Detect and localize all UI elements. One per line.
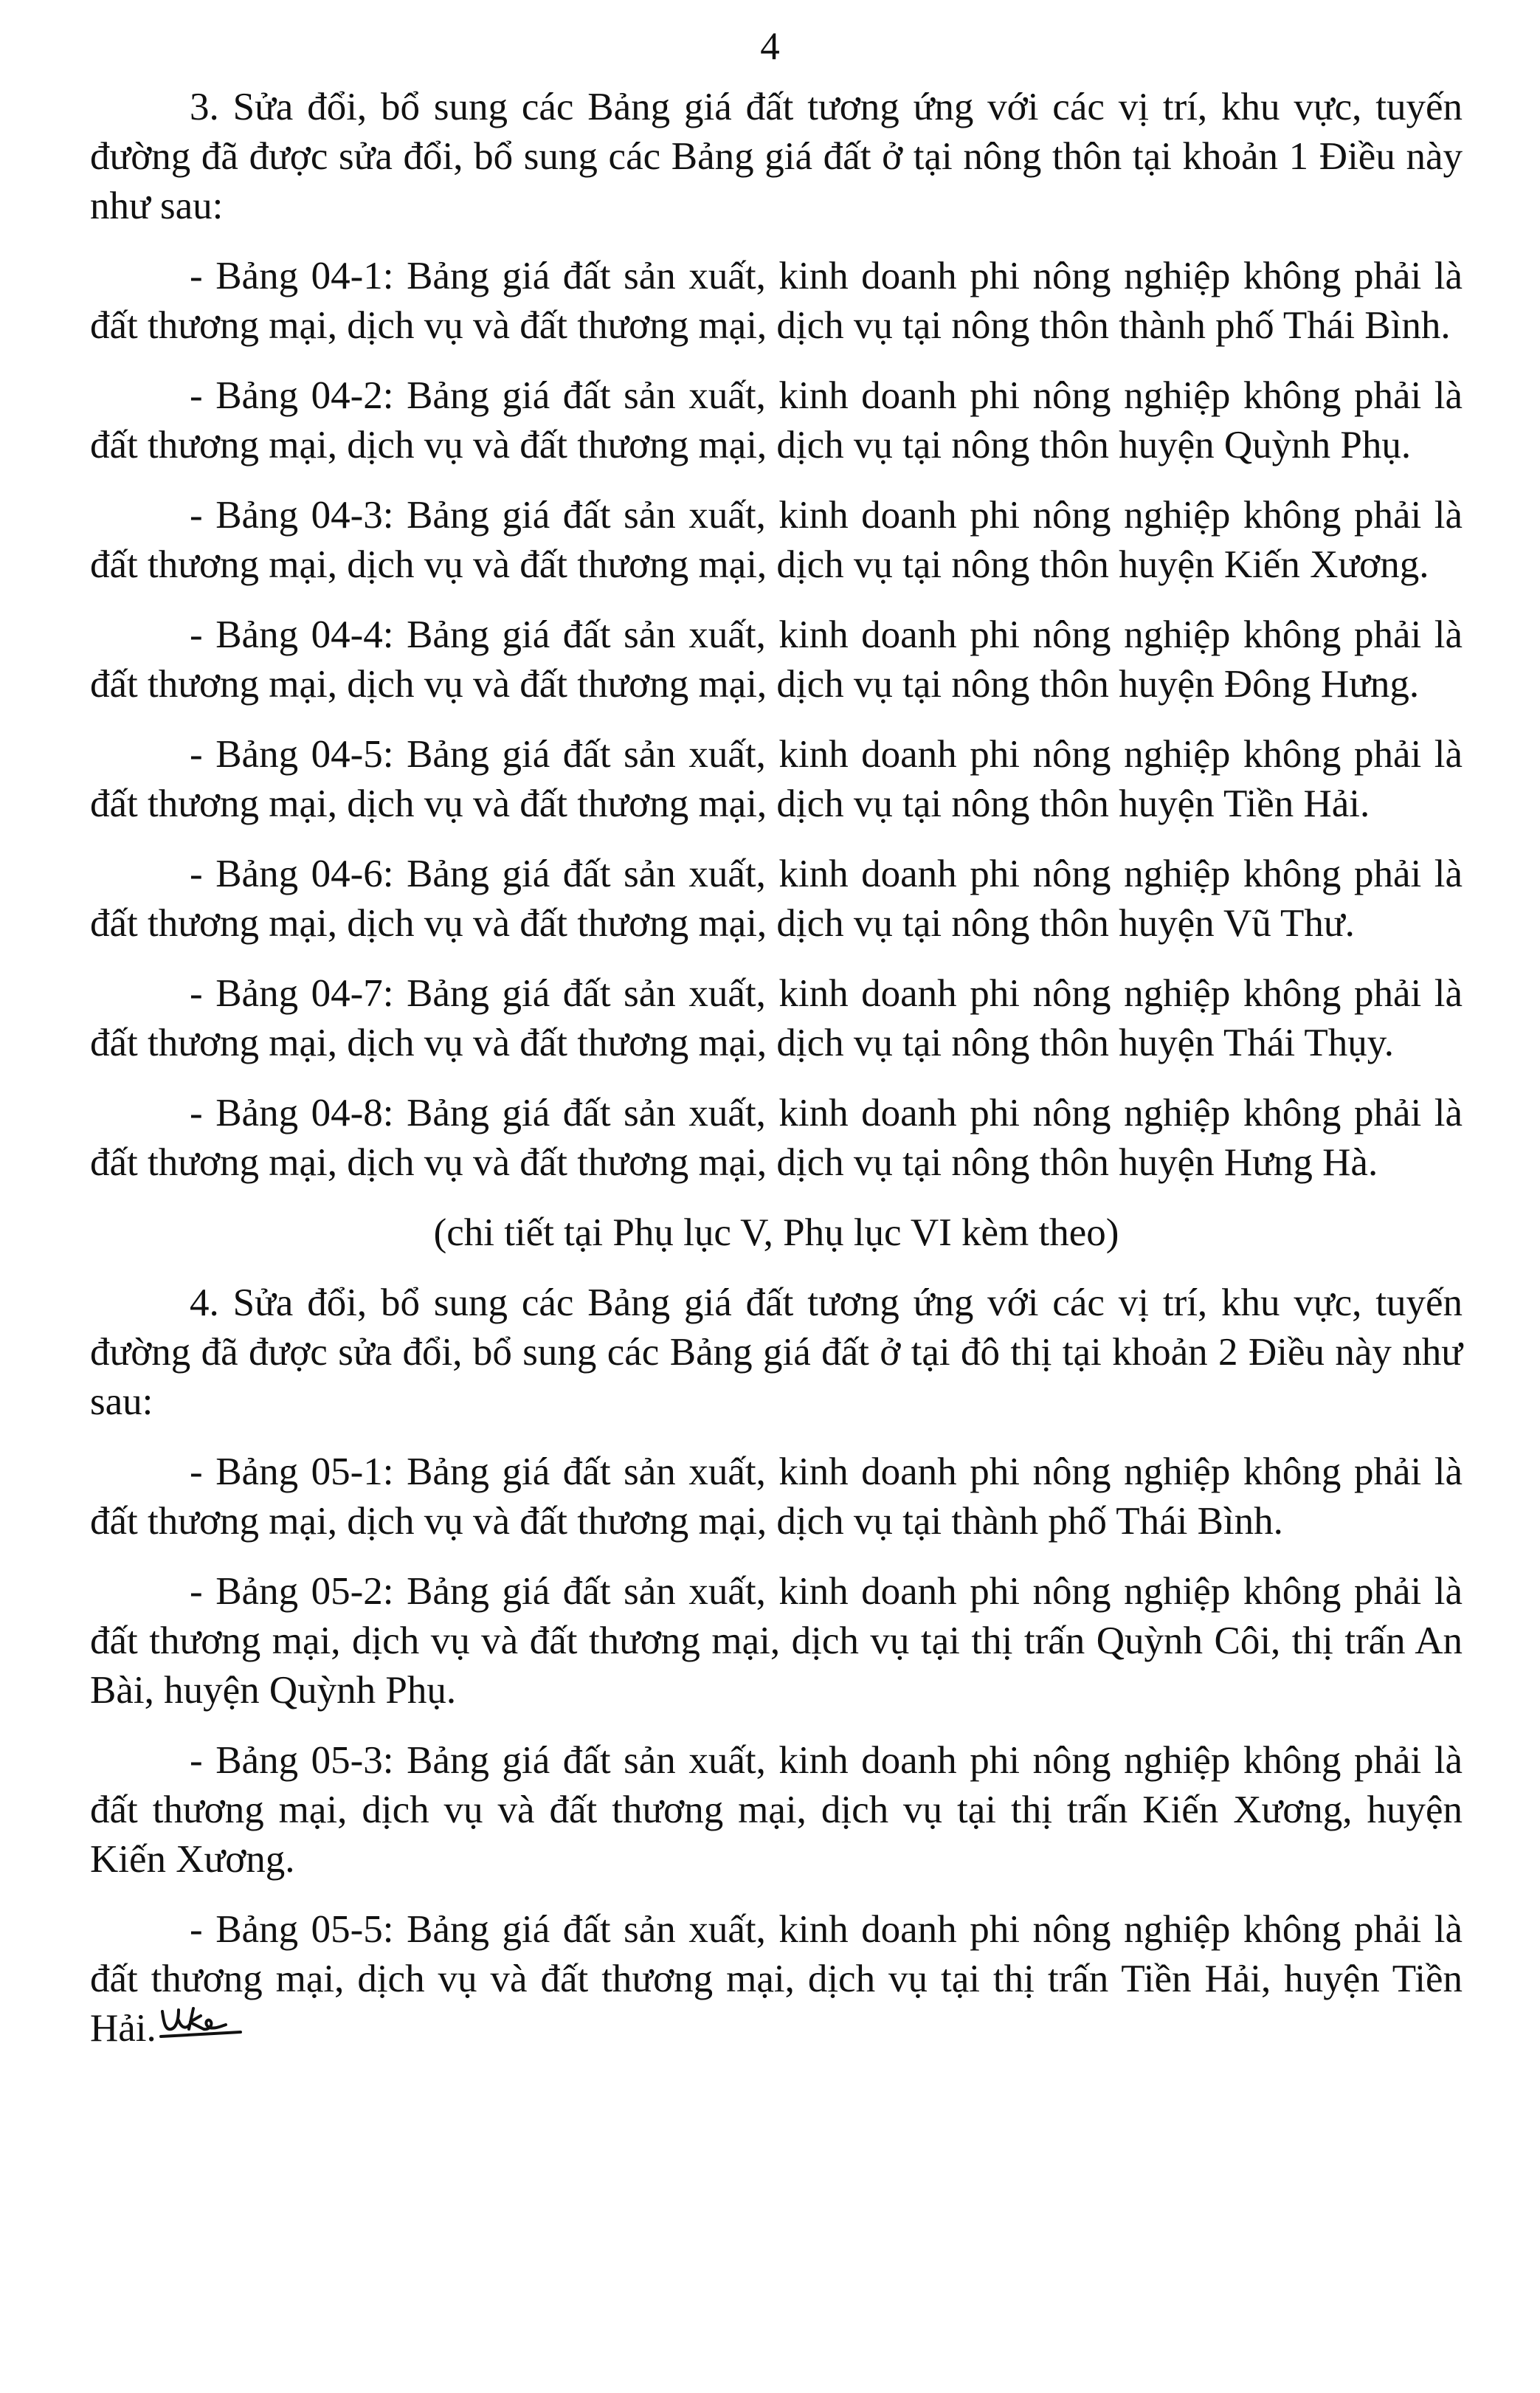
- appendix-note: (chi tiết tại Phụ lục V, Phụ lục VI kèm theo): [433, 1211, 1119, 1254]
- table-04-7-item: - Bảng 04-7: Bảng giá đất sản xuất, kinh doanh phi nông nghiệp không phải là đất thương mại, dịch vụ và đất thương mại, dịch vụ tại nông thôn huyện Thái Thụy.: [90, 972, 1463, 1064]
- table-05-3-item: - Bảng 05-3: Bảng giá đất sản xuất, kinh doanh phi nông nghiệp không phải là đất thương mại, dịch vụ và đất thương mại, dịch vụ tại thị trấn Kiến Xương, huyện Kiến Xương.: [90, 1739, 1463, 1881]
- clause-3-intro: 3. Sửa đổi, bổ sung các Bảng giá đất tương ứng với các vị trí, khu vực, tuyến đường đã được sửa đổi, bổ sung các Bảng giá đất ở tại nông thôn tại khoản 1 Điều này như sau:: [90, 86, 1463, 227]
- table-05-2-item: - Bảng 05-2: Bảng giá đất sản xuất, kinh doanh phi nông nghiệp không phải là đất thương mại, dịch vụ và đất thương mại, dịch vụ tại thị trấn Quỳnh Côi, thị trấn An Bài, huyện Quỳnh Phụ.: [90, 1570, 1463, 1712]
- table-04-8-item: - Bảng 04-8: Bảng giá đất sản xuất, kinh doanh phi nông nghiệp không phải là đất thương mại, dịch vụ và đất thương mại, dịch vụ tại nông thôn huyện Hưng Hà.: [90, 1092, 1463, 1184]
- table-04-4-item: - Bảng 04-4: Bảng giá đất sản xuất, kinh doanh phi nông nghiệp không phải là đất thương mại, dịch vụ và đất thương mại, dịch vụ tại nông thôn huyện Đông Hưng.: [90, 613, 1463, 706]
- table-04-5-item: - Bảng 04-5: Bảng giá đất sản xuất, kinh doanh phi nông nghiệp không phải là đất thương mại, dịch vụ và đất thương mại, dịch vụ tại nông thôn huyện Tiền Hải.: [90, 733, 1463, 825]
- table-04-3-item: - Bảng 04-3: Bảng giá đất sản xuất, kinh doanh phi nông nghiệp không phải là đất thương mại, dịch vụ và đất thương mại, dịch vụ tại nông thôn huyện Kiến Xương.: [90, 494, 1463, 586]
- table-05-5-text: - Bảng 05-5: Bảng giá đất sản xuất, kinh doanh phi nông nghiệp không phải là đất thương mại, dịch vụ và đất thương mại, dịch vụ tại thị trấn Tiền Hải, huyện Tiền Hải.: [90, 1908, 1463, 2050]
- table-04-2-item: - Bảng 04-2: Bảng giá đất sản xuất, kinh doanh phi nông nghiệp không phải là đất thương mại, dịch vụ và đất thương mại, dịch vụ tại nông thôn huyện Quỳnh Phụ.: [90, 374, 1463, 466]
- table-04-1-item: - Bảng 04-1: Bảng giá đất sản xuất, kinh doanh phi nông nghiệp không phải là đất thương mại, dịch vụ và đất thương mại, dịch vụ tại nông thôn thành phố Thái Bình.: [90, 255, 1463, 347]
- table-05-1-item: - Bảng 05-1: Bảng giá đất sản xuất, kinh doanh phi nông nghiệp không phải là đất thương mại, dịch vụ và đất thương mại, dịch vụ tại thành phố Thái Bình.: [90, 1450, 1463, 1543]
- clause-4-intro: 4. Sửa đổi, bổ sung các Bảng giá đất tương ứng với các vị trí, khu vực, tuyến đường đã được sửa đổi, bổ sung các Bảng giá đất ở tại đô thị tại khoản 2 Điều này như sau:: [90, 1281, 1463, 1423]
- table-05-5-item: [90, 1905, 1463, 2053]
- handwritten-initials-icon: [158, 2004, 246, 2041]
- document-body: [90, 83, 1463, 2074]
- table-04-6-item: - Bảng 04-6: Bảng giá đất sản xuất, kinh doanh phi nông nghiệp không phải là đất thương mại, dịch vụ và đất thương mại, dịch vụ tại nông thôn huyện Vũ Thư.: [90, 853, 1463, 945]
- page-number: 4: [760, 25, 780, 68]
